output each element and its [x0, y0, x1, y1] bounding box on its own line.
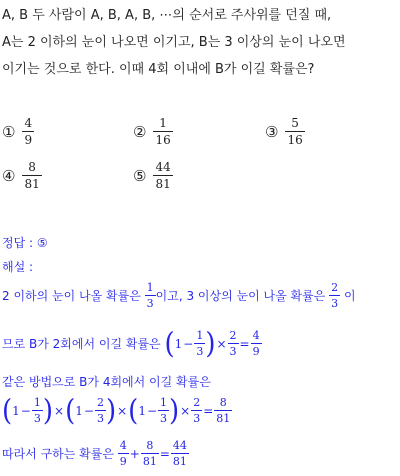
- explanation-line-1: 2 이하의 눈이 나올 확률은 $\frac{1}{3}$ 이고, 3 이상의 눈이 나올 확률은 $\frac{2}{3}$ 이: [2, 281, 356, 310]
- fraction: $\frac{2}{3}$: [96, 396, 104, 425]
- option-number: ④: [2, 166, 16, 185]
- option-3[interactable]: [265, 117, 305, 146]
- option-fraction: $\frac{5}{16}$: [287, 116, 303, 147]
- fraction: $\frac{8}{81}$: [216, 396, 231, 425]
- fraction: $\frac{4}{9}$: [252, 329, 260, 358]
- option-2[interactable]: [133, 117, 173, 146]
- fraction: $\frac{8}{81}$: [142, 439, 157, 468]
- fraction: $\frac{1}{3}$: [160, 396, 168, 425]
- option-4[interactable]: [2, 161, 42, 190]
- explanation-line-5: 따라서 구하는 확률은 $\frac{4}{9}$ + $\frac{8}{81}$ = $\frac{44}{81}$: [2, 439, 187, 468]
- question-line-3: 이기는 것으로 한다. 이때 4회 이내에 B가 이길 확률은?: [2, 62, 315, 77]
- fraction: $\frac{1}{3}$: [196, 329, 204, 358]
- option-number: ②: [133, 122, 147, 141]
- question-line-2: A는 2 이하의 눈이 나오면 이기고, B는 3 이상의 눈이 나오면: [2, 35, 346, 50]
- question-line-1: A, B 두 사람이 A, B, A, B, ⋯의 순서로 주사위를 던질 때,: [2, 8, 332, 23]
- fraction: $\frac{2}{3}$: [229, 329, 237, 358]
- fraction: $\frac{44}{81}$: [172, 439, 187, 468]
- explanation-label: 해설 :: [2, 260, 34, 274]
- explanation-line-3: 같은 방법으로 B가 4회에서 이길 확률은: [2, 375, 211, 389]
- option-fraction: $\frac{1}{16}$: [155, 116, 171, 147]
- fraction: $\frac{1}{3}$: [33, 396, 41, 425]
- option-number: ①: [2, 122, 16, 141]
- option-fraction: $\frac{4}{9}$: [24, 116, 33, 147]
- fraction: $\frac{2}{3}$: [331, 281, 339, 310]
- answer-label: 정답 : ⑤: [2, 236, 48, 250]
- fraction: $\frac{4}{9}$: [119, 439, 127, 468]
- option-number: ③: [265, 122, 279, 141]
- option-number: ⑤: [133, 166, 147, 185]
- fraction: $\frac{2}{3}$: [193, 396, 201, 425]
- option-1[interactable]: [2, 117, 34, 146]
- option-5[interactable]: [133, 161, 173, 190]
- explanation-line-2: 므로 B가 2회에서 이길 확률은 ( 1 − $\frac{1}{3}$ ) × $\frac{2}{3}$ = $\frac{4}{9}$: [2, 327, 260, 360]
- option-fraction: $\frac{8}{81}$: [24, 160, 40, 191]
- option-fraction: $\frac{44}{81}$: [155, 160, 171, 191]
- fraction: $\frac{1}{3}$: [146, 281, 154, 310]
- explanation-line-4: ( 1 − $\frac{1}{3}$ ) × ( 1 − $\frac{2}{3}$ ) × ( 1 − $\frac{1}{3}$ ) × $\frac{2}{3}$ = $\frac{8}{81}$: [2, 394, 231, 427]
